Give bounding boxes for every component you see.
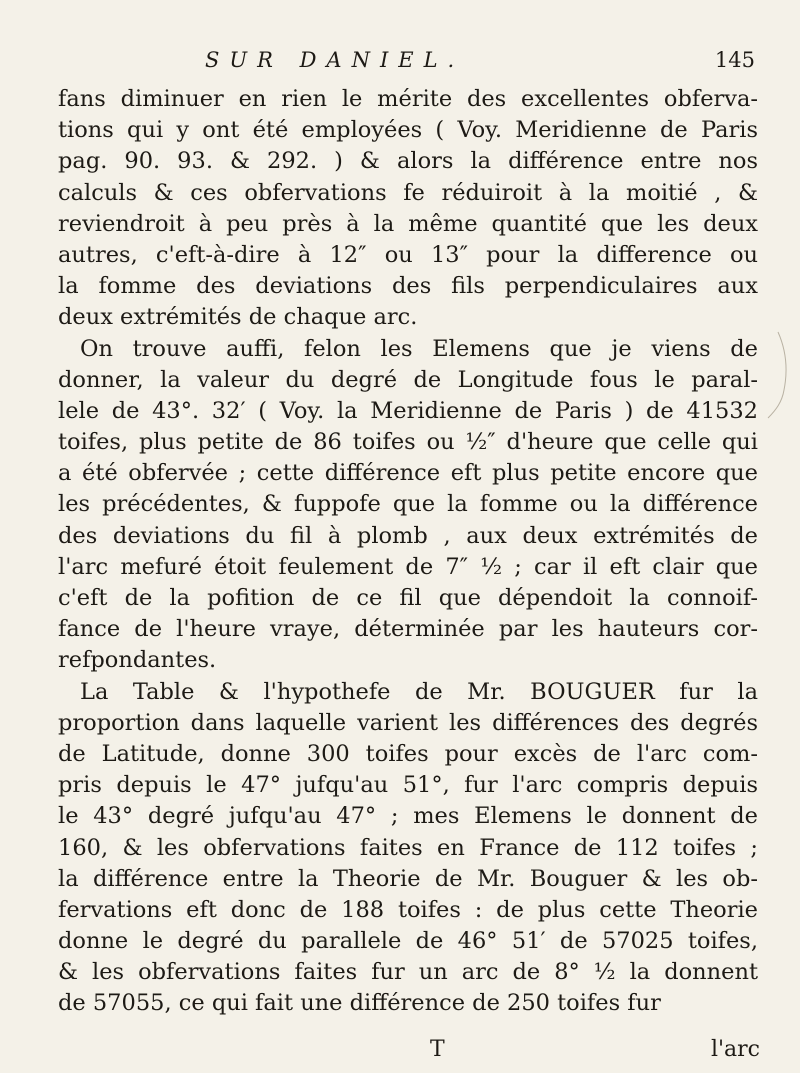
text-line: pris depuis le 47° jufqu'au 51°, fur l'arc compris depuis	[58, 772, 758, 799]
text-line: fans diminuer en rien le mérite des excellentes obferva-	[58, 86, 758, 112]
text-line: a été obfervée ; cette différence eft plus petite encore que	[58, 460, 758, 487]
text-line: tions qui y ont été employées ( Voy. Meridienne de Paris	[58, 117, 758, 144]
text-line: La Table & l'hypothefe de Mr. BOUGUER fur la	[80, 678, 758, 705]
margin-pencil-mark	[764, 330, 794, 420]
signature-mark: T	[430, 1037, 445, 1062]
catchword: l'arc	[710, 1037, 760, 1062]
text-line: pag. 90. 93. & 292. ) & alors la différence entre nos	[58, 148, 758, 175]
text-line: la fomme des deviations des fils perpendiculaires aux	[58, 273, 758, 300]
text-line: fervations eft donc de 188 toifes : de plus cette Theorie	[58, 896, 758, 923]
text-line: calculs & ces obfervations fe réduiroit à la moitié , &	[58, 179, 758, 206]
text-line: de 57055, ce qui fait une différence de 250 toifes fur	[58, 990, 661, 1017]
running-head: SUR DANIEL.	[205, 48, 465, 72]
text-line: les précédentes, & fuppofe que la fomme ou la différence	[58, 491, 758, 518]
text-line: le 43° degré jufqu'au 47° ; mes Elemens le donnent de	[58, 803, 758, 830]
text-line: donner, la valeur du degré de Longitude fous le paral-	[58, 366, 758, 393]
text-line: & les obfervations faites fur un arc de 8° ½ la donnent	[58, 959, 758, 986]
text-line: fance de l'heure vraye, déterminée par les hauteurs cor-	[58, 616, 758, 643]
text-line: reviendroit à peu près à la même quantité que les deux	[58, 210, 758, 237]
text-line: de Latitude, donne 300 toifes pour excès de l'arc com-	[58, 740, 758, 767]
text-line: donne le degré du parallele de 46° 51′ de 57025 toifes,	[58, 928, 758, 955]
text-line: l'arc mefuré étoit feulement de 7″ ½ ; car il eft clair que	[58, 553, 758, 580]
text-line: des deviations du fil à plomb , aux deux extrémités de	[58, 522, 758, 549]
page-footer	[400, 1037, 760, 1067]
text-line: deux extrémités de chaque arc.	[58, 304, 418, 331]
body-text	[58, 84, 758, 1020]
text-line: 160, & les obfervations faites en France de 112 toifes ;	[58, 834, 758, 861]
text-line: autres, c'eft-à-dire à 12″ ou 13″ pour la difference ou	[58, 241, 758, 268]
text-line: proportion dans laquelle varient les différences des degrés	[58, 709, 758, 736]
text-line: lele de 43°. 32′ ( Voy. la Meridienne de Paris ) de 41532	[58, 397, 758, 424]
page-number: 145	[714, 48, 755, 72]
text-line: toifes, plus petite de 86 toifes ou ½″ d'heure que celle qui	[58, 429, 758, 456]
text-line: la différence entre la Theorie de Mr. Bouguer & les ob-	[58, 865, 758, 892]
text-line: refpondantes.	[58, 647, 217, 674]
page-header	[195, 44, 755, 84]
text-line: c'eft de la pofition de ce fil que dépendoit la connoif-	[58, 585, 758, 611]
text-line: On trouve auffi, felon les Elemens que je viens de	[80, 335, 758, 362]
